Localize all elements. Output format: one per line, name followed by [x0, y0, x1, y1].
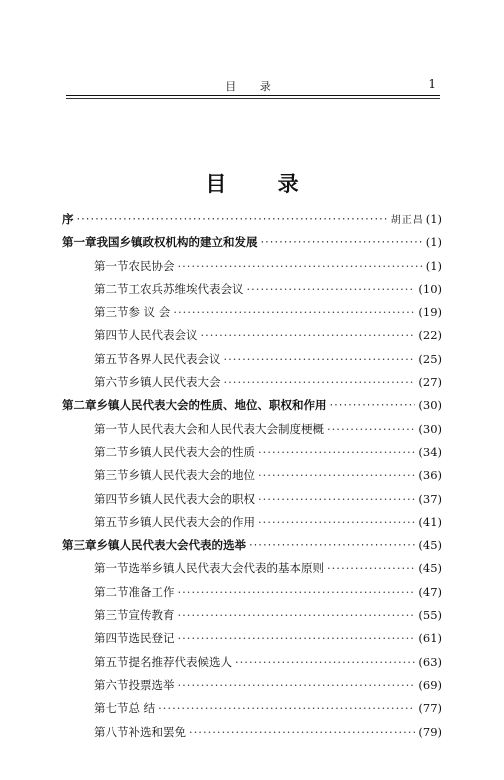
toc-section-entry[interactable] — [62, 677, 442, 700]
dot-leader — [235, 655, 415, 669]
dot-leader — [173, 305, 415, 319]
section-title: 农民协会 — [128, 258, 175, 273]
toc-preface-entry[interactable] — [62, 211, 442, 234]
section-number: 第一节 — [94, 421, 129, 436]
section-number: 第六节 — [94, 677, 129, 692]
preface-label: 序 — [62, 212, 74, 226]
dot-leader — [224, 375, 416, 389]
section-title: 乡镇人民代表大会的性质 — [128, 444, 255, 459]
section-title: 宣传教育 — [128, 608, 175, 623]
toc-section-entry[interactable] — [62, 327, 442, 350]
dot-leader — [189, 725, 415, 739]
header-rule-thin — [66, 98, 440, 99]
section-number: 第一节 — [94, 258, 129, 273]
chapter-title: 乡镇人民代表大会代表的选举 — [96, 538, 246, 553]
section-title: 提名推荐代表候选人 — [128, 654, 232, 669]
toc-section-entry[interactable] — [62, 351, 442, 374]
chapter-number: 第一章 — [62, 235, 97, 250]
chapter-number: 第三章 — [62, 538, 97, 553]
page-ref: (61) — [418, 631, 442, 646]
page-ref: (34) — [418, 444, 442, 459]
toc-section-entry[interactable] — [62, 491, 442, 514]
dot-leader — [330, 398, 416, 412]
toc-section-entry[interactable] — [62, 514, 442, 537]
dot-leader — [201, 328, 416, 342]
toc-section-entry[interactable] — [62, 700, 442, 723]
page-ref: (77) — [418, 701, 442, 716]
toc-section-entry[interactable] — [62, 467, 442, 490]
section-number: 第四节 — [94, 631, 129, 646]
section-title: 乡镇人民代表大会 — [128, 375, 221, 390]
toc-section-entry[interactable] — [62, 630, 442, 653]
dot-leader — [178, 608, 416, 622]
chapter-title: 我国乡镇政权机构的建立和发展 — [96, 235, 258, 250]
section-title: 乡镇人民代表大会的职权 — [128, 491, 255, 506]
page-ref: (30) — [418, 398, 442, 413]
dot-leader — [258, 468, 415, 482]
page-ref: (69) — [418, 677, 442, 692]
running-head — [66, 78, 440, 94]
dot-leader — [258, 492, 415, 506]
page-ref: (37) — [418, 491, 442, 506]
section-number: 第三节 — [94, 468, 129, 483]
page-ref: (45) — [418, 538, 442, 553]
chapter-title: 乡镇人民代表大会的性质、地位、职权和作用 — [96, 398, 327, 413]
section-title: 人民代表大会和人民代表大会制度梗概 — [128, 421, 324, 436]
section-title: 总 结 — [128, 701, 156, 716]
dot-leader — [327, 422, 415, 436]
header-rule — [66, 95, 440, 96]
page-ref: (22) — [418, 328, 442, 343]
section-title: 选民登记 — [128, 631, 175, 646]
toc-chapter-entry[interactable] — [62, 397, 442, 420]
dot-leader — [224, 352, 416, 366]
section-title: 工农兵苏维埃代表会议 — [128, 281, 244, 296]
page-ref: (25) — [418, 351, 442, 366]
toc-section-entry[interactable] — [62, 281, 442, 304]
section-title: 各界人民代表会议 — [128, 351, 221, 366]
dot-leader — [158, 701, 415, 715]
dot-leader — [261, 235, 423, 249]
section-number: 第七节 — [94, 701, 129, 716]
section-number: 第三节 — [94, 305, 129, 320]
chapter-number: 第二章 — [62, 398, 97, 413]
section-number: 第二节 — [94, 444, 129, 459]
toc-chapter-entry[interactable] — [62, 234, 442, 257]
section-title: 参 议 会 — [128, 305, 171, 320]
toc-section-entry[interactable] — [62, 560, 442, 583]
page-ref: (19) — [418, 305, 442, 320]
toc-section-entry[interactable] — [62, 258, 442, 281]
dot-leader — [178, 259, 423, 273]
page-ref: (30) — [418, 421, 442, 436]
section-number: 第五节 — [94, 654, 129, 669]
page-ref: (1) — [425, 258, 442, 273]
running-title: 目 录 — [225, 80, 281, 93]
toc-section-entry[interactable] — [62, 304, 442, 327]
section-title: 准备工作 — [128, 584, 175, 599]
section-number: 第六节 — [94, 375, 129, 390]
section-number: 第八节 — [94, 724, 129, 739]
toc-section-entry[interactable] — [62, 374, 442, 397]
dot-leader — [247, 282, 416, 296]
section-number: 第四节 — [94, 491, 129, 506]
section-number: 第二节 — [94, 584, 129, 599]
page-ref: (1) — [425, 235, 442, 250]
dot-leader — [327, 561, 415, 575]
section-number: 第三节 — [94, 608, 129, 623]
page-ref: (45) — [418, 561, 442, 576]
dot-leader — [178, 585, 416, 599]
page-ref: (36) — [418, 468, 442, 483]
section-number: 第二节 — [94, 281, 129, 296]
toc-title: 目 录 — [205, 171, 321, 196]
preface-author: 胡正昌 — [390, 215, 424, 226]
page-ref: (47) — [418, 584, 442, 599]
dot-leader — [258, 445, 415, 459]
dot-leader — [249, 538, 415, 552]
section-title: 选举乡镇人民代表大会代表的基本原则 — [128, 561, 324, 576]
page-ref: (1) — [425, 212, 442, 226]
section-title: 投票选举 — [128, 677, 175, 692]
dot-leader — [258, 515, 415, 529]
page-ref: (10) — [418, 281, 442, 296]
section-number: 第四节 — [94, 328, 129, 343]
section-number: 第五节 — [94, 351, 129, 366]
table-of-contents — [62, 211, 442, 747]
page-ref: (27) — [418, 375, 442, 390]
dot-leader — [178, 678, 416, 692]
page-ref: (55) — [418, 608, 442, 623]
section-title: 补选和罢免 — [128, 724, 186, 739]
dot-leader — [178, 631, 416, 645]
page-ref: (79) — [418, 724, 442, 739]
dot-leader — [77, 212, 388, 226]
section-title: 乡镇人民代表大会的地位 — [128, 468, 255, 483]
page-ref: (41) — [418, 514, 442, 529]
section-title: 乡镇人民代表大会的作用 — [128, 514, 255, 529]
section-number: 第一节 — [94, 561, 129, 576]
toc-chapter-entry[interactable] — [62, 537, 442, 560]
toc-section-entry[interactable] — [62, 421, 442, 444]
toc-section-entry[interactable] — [62, 584, 442, 607]
toc-section-entry[interactable] — [62, 654, 442, 677]
toc-section-entry[interactable] — [62, 607, 442, 630]
toc-section-entry[interactable] — [62, 724, 442, 747]
section-number: 第五节 — [94, 514, 129, 529]
page-ref: (63) — [418, 654, 442, 669]
toc-section-entry[interactable] — [62, 444, 442, 467]
section-title: 人民代表会议 — [128, 328, 198, 343]
page-number: 1 — [428, 77, 436, 91]
